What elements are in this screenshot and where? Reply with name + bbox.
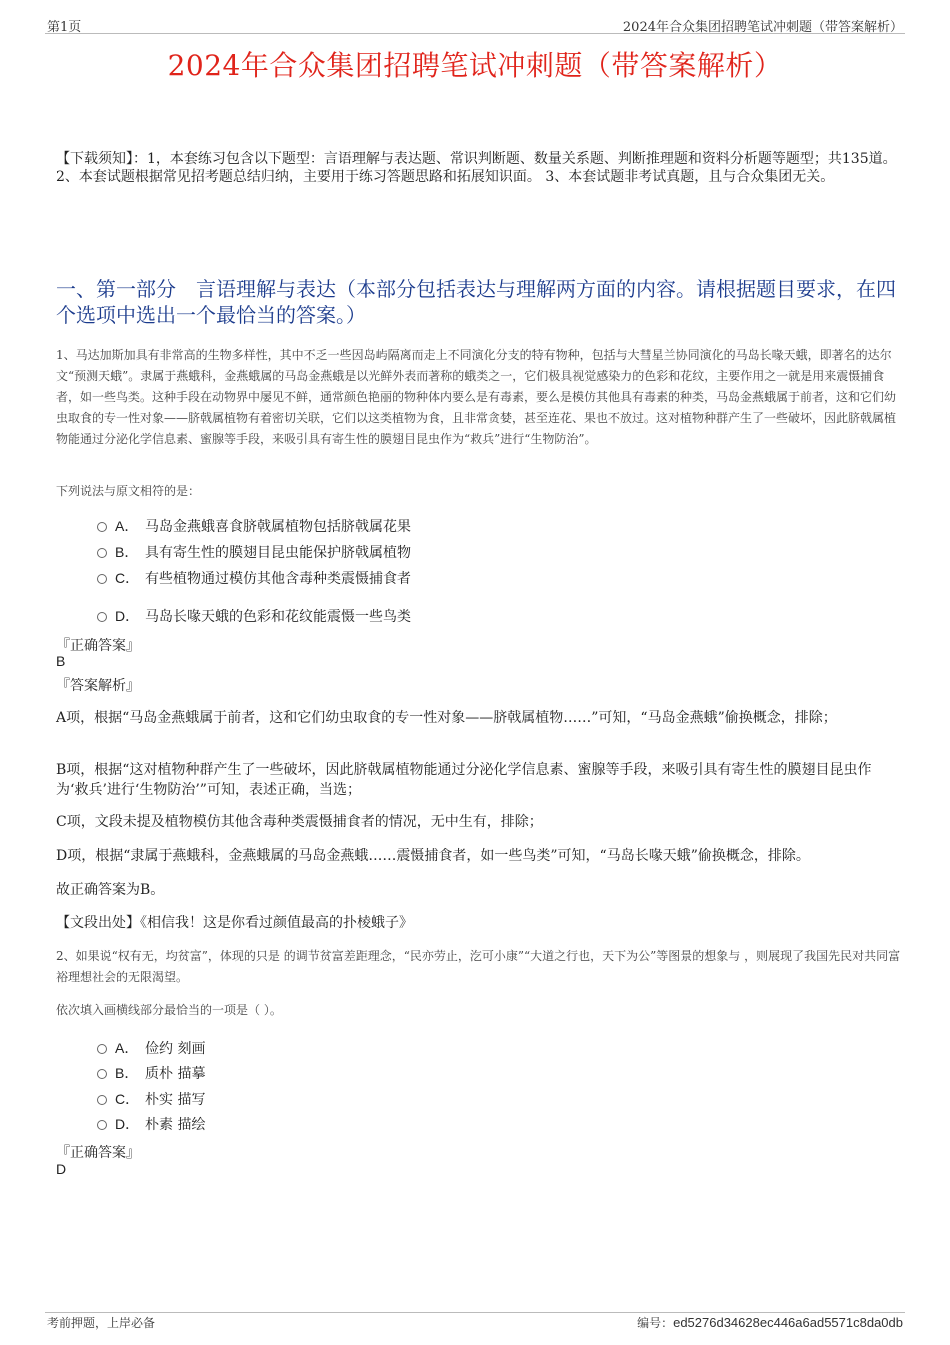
q2-option-d[interactable] (97, 1114, 205, 1134)
q1-answer: B (56, 653, 66, 669)
q2-answer: D (56, 1161, 67, 1177)
radio-icon[interactable] (97, 574, 107, 584)
q2-passage: 2、如果说“权有无，均贫富”，体现的只是 的调节贫富差距理念，“民亦劳止，汔可小康”“大道之行也，天下为公”等图景的想象与 ，则展现了我国先民对共同富裕理想社会的无限渴望。 (56, 949, 901, 984)
q1-analysis-a: A项，根据“马岛金燕蛾属于前者，这和它们幼虫取食的专一性对象——脐戟属植物……”可知，“马岛金燕蛾”偷换概念，排除； (56, 710, 837, 726)
q1-prompt: 下列说法与原文相符的是： (56, 484, 201, 498)
download-notice: 【下载须知】：1，本套练习包含以下题型：言语理解与表达题、常识判断题、数量关系题、判断推理题和资料分析题等题型；共135道。 2、本套试题根据常见招考题总结归纳，主要用于练习答题思路和拓展知识面。 3、本套试题非考试真题，且与合众集团无关。 (56, 151, 897, 185)
radio-icon[interactable] (97, 612, 107, 622)
option-letter: A． (115, 1040, 139, 1056)
page-title: 2024年合众集团招聘笔试冲刺题（带答案解析） (167, 49, 783, 82)
footer-divider (45, 1312, 905, 1313)
q1-option-a[interactable] (97, 516, 411, 536)
option-letter: C． (115, 1091, 140, 1107)
page-number: 第1页 (47, 20, 82, 35)
radio-icon[interactable] (97, 522, 107, 532)
q1-option-b[interactable] (97, 542, 411, 562)
q1-option-d[interactable] (97, 606, 411, 626)
radio-icon[interactable] (97, 1069, 107, 1079)
q1-source: 【文段出处】《相信我！这是你看过颜值最高的扑棱蛾子》 (56, 915, 413, 931)
radio-icon[interactable] (97, 548, 107, 558)
header-divider (45, 33, 905, 34)
footer-code-label: 编号： (637, 1316, 674, 1330)
footer-code (637, 1314, 903, 1331)
q1-analysis-b: B项，根据“这对植物种群产生了一些破坏，因此脐戟属植物能通过分泌化学信息素、蜜腺等手段，来吸引具有寄生性的膜翅目昆虫作为‘救兵’进行‘生物防治’”可知，表述正确，当选； (56, 762, 872, 798)
q1-answer-label: 『正确答案』 (56, 638, 140, 654)
option-text: 朴实 描写 (145, 1092, 206, 1108)
option-letter: C． (115, 570, 140, 586)
option-text: 质朴 描摹 (145, 1066, 206, 1082)
option-letter: A． (115, 518, 139, 534)
q1-analysis-c: C项，文段未提及植物模仿其他含毒种类震慑捕食者的情况，无中生有，排除； (56, 814, 543, 830)
option-text: 具有寄生性的膜翅目昆虫能保护脐戟属植物 (145, 545, 411, 561)
q1-conclusion: 故正确答案为B。 (56, 882, 165, 898)
option-letter: B． (115, 1065, 139, 1081)
radio-icon[interactable] (97, 1095, 107, 1105)
q1-analysis-d: D项，根据“隶属于燕蛾科，金燕蛾属的马岛金燕蛾……震慑捕食者，如一些鸟类”可知，“马岛长喙天蛾”偷换概念，排除。 (56, 848, 810, 864)
footer-slogan: 考前押题，上岸必备 (47, 1316, 156, 1330)
option-letter: D． (115, 1116, 140, 1132)
option-text: 马岛长喙天蛾的色彩和花纹能震慑一些鸟类 (145, 609, 411, 625)
option-text: 有些植物通过模仿其他含毒种类震慑捕食者 (145, 571, 411, 587)
radio-icon[interactable] (97, 1120, 107, 1130)
q2-option-c[interactable] (97, 1089, 205, 1109)
option-text: 俭约 刻画 (145, 1041, 206, 1057)
option-letter: D． (115, 608, 140, 624)
option-letter: B． (115, 544, 139, 560)
radio-icon[interactable] (97, 1044, 107, 1054)
header-doc-title: 2024年合众集团招聘笔试冲刺题（带答案解析） (622, 20, 903, 35)
option-text: 马岛金燕蛾喜食脐戟属植物包括脐戟属花果 (145, 519, 411, 535)
q2-prompt: 依次填入画横线部分最恰当的一项是（ ）。 (56, 1003, 282, 1017)
option-text: 朴素 描绘 (145, 1117, 206, 1133)
section-title: 一、第一部分 言语理解与表达（本部分包括表达与理解两方面的内容。请根据题目要求，在四个选项中选出一个最恰当的答案。） (56, 277, 896, 327)
q1-analysis-label: 『答案解析』 (56, 678, 140, 694)
q2-option-a[interactable] (97, 1038, 205, 1058)
footer-code-value: ed5276d34628ec446a6ad5571c8da0db (673, 1315, 903, 1330)
q2-option-b[interactable] (97, 1063, 205, 1083)
q2-answer-label: 『正确答案』 (56, 1145, 140, 1161)
q1-option-c[interactable] (97, 568, 411, 588)
q1-passage: 1、马达加斯加具有非常高的生物多样性，其中不乏一些因岛屿隔离而走上不同演化分支的特有物种，包括与大彗星兰协同演化的马岛长喙天蛾，即著名的达尔文“预测天蛾”。隶属于燕蛾科，金燕蛾属的马岛金燕蛾是以光鲜外表而著称的蛾类之一，它们极具视觉感染力的色彩和花纹，主要作用之一就是用来震慑捕食者，如一些鸟类。这种手段在动物界中屡见不鲜，通常颜色艳丽的物种体内要么是有毒素，要么是模仿其他具有毒素的种类，马岛金燕蛾属于前者，这和它们幼虫取食的专一性对象——脐戟属植物有着密切关联，它们以这类植物为食，且非常贪婪，甚至连花、果也不放过。这对植物种群产生了一些破坏，因此脐戟属植物能通过分泌化学信息素、蜜腺等手段，来吸引具有寄生性的膜翅目昆虫作为“救兵”进行“生物防治”。 (56, 348, 897, 446)
